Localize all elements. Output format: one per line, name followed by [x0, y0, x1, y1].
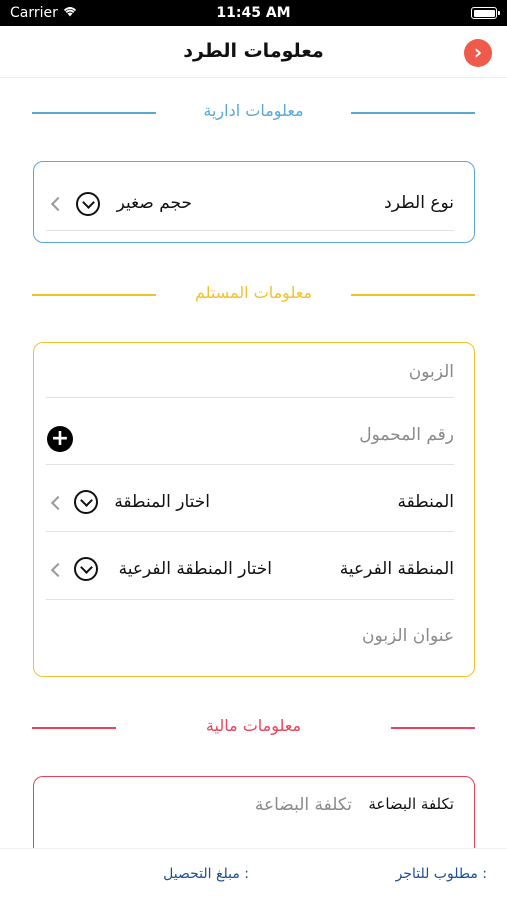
- region-row[interactable]: [34, 465, 474, 531]
- chevron-down-icon[interactable]: [76, 192, 100, 216]
- section-admin-header: [0, 101, 507, 125]
- divider-line: [351, 112, 475, 114]
- page-title: معلومات الطرد: [183, 40, 324, 62]
- subregion-row[interactable]: [34, 532, 474, 598]
- chevron-right-icon: ›: [473, 40, 483, 64]
- subregion-label: المنطقة الفرعية: [339, 559, 454, 579]
- goods-cost-field[interactable]: [34, 777, 474, 837]
- carrier-label: Carrier: [10, 5, 58, 21]
- status-bar: [0, 0, 507, 26]
- section-title: معلومات المستلم: [194, 283, 313, 302]
- package-type-value: حجم صغير: [116, 193, 192, 213]
- section-title: معلومات مالية: [205, 716, 302, 735]
- chevron-left-icon: [51, 563, 65, 577]
- recipient-card: [33, 342, 475, 677]
- section-title: معلومات ادارية: [203, 101, 304, 120]
- address-input[interactable]: عنوان الزبون: [362, 626, 454, 646]
- back-button[interactable]: [464, 39, 492, 67]
- merchant-required-label: مطلوب للتاجر :: [395, 866, 487, 882]
- address-field[interactable]: [34, 600, 474, 676]
- chevron-left-icon: [51, 496, 65, 510]
- goods-cost-input[interactable]: تكلفة البضاعة: [254, 795, 352, 815]
- bottom-summary-bar: [0, 848, 507, 900]
- chevron-down-icon[interactable]: [74, 557, 98, 581]
- package-type-label: نوع الطرد: [384, 193, 454, 213]
- customer-field[interactable]: [34, 343, 474, 397]
- section-recipient-header: [0, 283, 507, 307]
- row-divider: [46, 230, 454, 231]
- divider-line: [351, 294, 475, 296]
- clock: 11:45 AM: [216, 5, 291, 21]
- nav-bar: [0, 26, 507, 78]
- region-label: المنطقة: [397, 492, 454, 512]
- collection-amount-label: مبلغ التحصيل :: [163, 866, 249, 882]
- region-value: اختار المنطقة: [114, 492, 210, 512]
- chevron-down-icon[interactable]: [74, 490, 98, 514]
- package-type-row[interactable]: [34, 162, 474, 232]
- add-phone-icon[interactable]: +: [47, 426, 73, 452]
- section-financial-header: [0, 716, 507, 740]
- chevron-left-icon: [51, 197, 65, 211]
- mobile-input[interactable]: رقم المحمول: [359, 425, 454, 445]
- mobile-field[interactable]: [34, 398, 474, 464]
- battery-icon: [471, 7, 497, 19]
- admin-card: [33, 161, 475, 243]
- divider-line: [391, 727, 475, 729]
- subregion-value: اختار المنطقة الفرعية: [118, 559, 272, 579]
- goods-cost-label: تكلفة البضاعة: [368, 795, 454, 813]
- customer-input[interactable]: الزبون: [408, 362, 454, 382]
